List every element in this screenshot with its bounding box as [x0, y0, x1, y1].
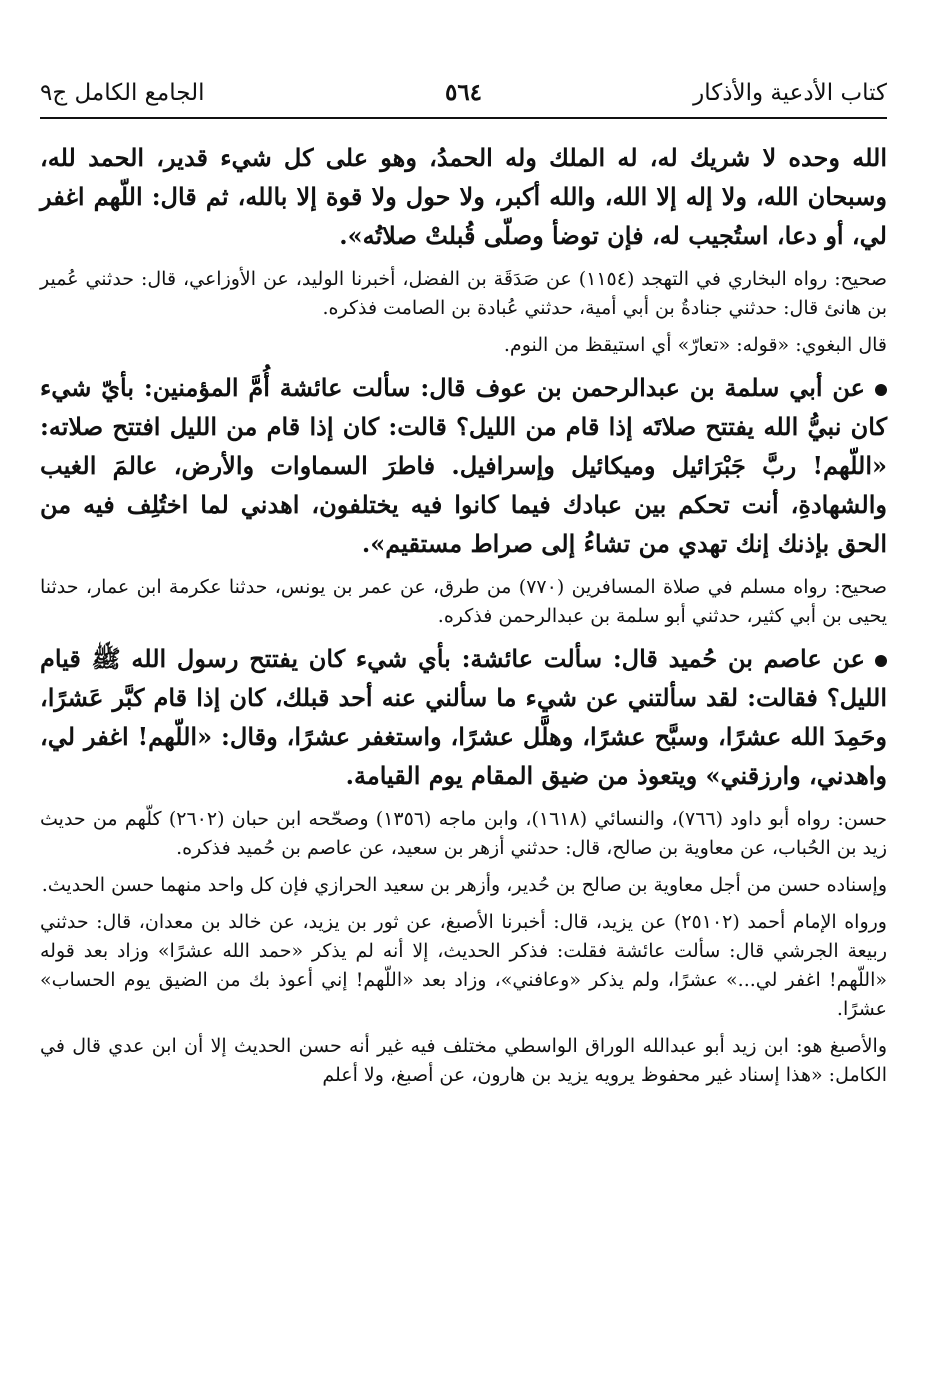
- page-header: [40, 75, 887, 111]
- bullet-icon: [875, 384, 887, 396]
- commentary-note: والأصبغ هو: ابن زيد أبو عبدالله الوراق الواسطي مختلف فيه غير أنه حسن الحديث إلا أن ابن عدي قال في الكامل: «هذا إسناد غير محفوظ يرويه يزيد بن هارون، عن أصبغ، ولا أعلم: [40, 1035, 887, 1086]
- bullet-icon: [875, 655, 887, 667]
- takhrij-note: حسن: رواه أبو داود (٧٦٦)، والنسائي (١٦١٨)، وابن ماجه (١٣٥٦) وصحّحه ابن حبان (٢٦٠٢) كلّهم من حديث زيد بن الحُباب، عن معاوية بن صالح، قال: حدثني أزهر بن سعيد، عن عاصم بن حُميد فذكره.: [40, 808, 887, 859]
- hadith-text: عن عاصم بن حُميد قال: سألت عائشة: بأي شيء كان يفتتح رسول الله ﷺ قيام الليل؟ فقالت: لقد سألتني عن شيء ما سألني عنه أحد قبلك، كان إذا قام كبَّر عَشرًا، وحَمِدَ الله عشرًا، وسبَّح عشرًا، وهلَّل عشرًا، واستغفر عشرًا، وقال: «اللّهم! اغفر لي، واهدني، وارزقني» ويتعوذ من ضيق المقام يوم القيامة.: [40, 644, 887, 790]
- commentary-note: وإسناده حسن من أجل معاوية بن صالح بن حُدير، وأزهر بن سعيد الحرازي فإن كل واحد منهما حسن الحديث.: [41, 874, 887, 896]
- hadith-text: عن أبي سلمة بن عبدالرحمن بن عوف قال: سألت عائشة أُمَّ المؤمنين: بأيّ شيء كان نبيُّ الله يفتتح صلاتَه إذا قام من الليل؟ قالت: كان إذا قام من الليل افتتح صلاته: «اللّهم! ربَّ جَبْرَائيل وميكائيل وإسرافيل. فاطرَ السماوات والأرض، عالمَ الغيب والشهادةِ، أنت تحكم بين عبادك فيما كانوا فيه يختلفون، اهدني لما اختُلِف فيه من الحق بإذنك إنك تهدي من تشاءُ إلى صراط مستقيم».: [40, 373, 887, 558]
- commentary-note: ورواه الإمام أحمد (٢٥١٠٢) عن يزيد، قال: أخبرنا الأصبغ، عن ثور بن يزيد، عن خالد بن معدان، قال: حدثني ربيعة الجرشي قال: سألت عائشة فقلت: فذكر الحديث، إلا أنه لم يذكر «حمد الله عشرًا» وزاد بعد قوله «اللّهم! اغفر لي...» عشرًا، ولم يذكر «وعافني»، وزاد بعد «اللّهم! إني أعوذ بك من الضيق يوم الحساب» عشرًا.: [40, 911, 887, 1020]
- takhrij-note: صحيح: رواه البخاري في التهجد (١١٥٤) عن صَدَقَة بن الفضل، أخبرنا الوليد، عن الأوزاعي، قال: حدثني عُمير بن هانئ قال: حدثني جنادةُ بن أبي أمية، حدثني عُبادة بن الصامت فذكره.: [40, 268, 887, 319]
- header-book-title: كتاب الأدعية والأذكار: [693, 80, 887, 106]
- header-volume-title: الجامع الكامل ج٩: [40, 80, 205, 106]
- takhrij-note: صحيح: رواه مسلم في صلاة المسافرين (٧٧٠) من طرق، عن عمر بن يونس، حدثنا عكرمة ابن عمار، حدثنا يحيى بن أبي كثير، حدثني أبو سلمة بن عبدالرحمن فذكره.: [40, 576, 887, 627]
- page-content: [40, 138, 887, 1098]
- page-number: ٥٦٤: [444, 79, 483, 106]
- commentary-note: قال البغوي: «قوله: «تعارّ» أي استيقظ من النوم.: [503, 334, 887, 356]
- hadith-text-continuation: الله وحده لا شريك له، له الملك وله الحمدُ، وهو على كل شيء قدير، الحمد لله، وسبحان الله، ولا إله إلا الله، والله أكبر، ولا حول ولا قوة إلا بالله، ثم قال: اللّهم اغفر لي، أو دعا، استُجيب له، فإن توضأ وصلّى قُبلتْ صلاتُه».: [40, 143, 887, 250]
- header-rule: [40, 117, 887, 119]
